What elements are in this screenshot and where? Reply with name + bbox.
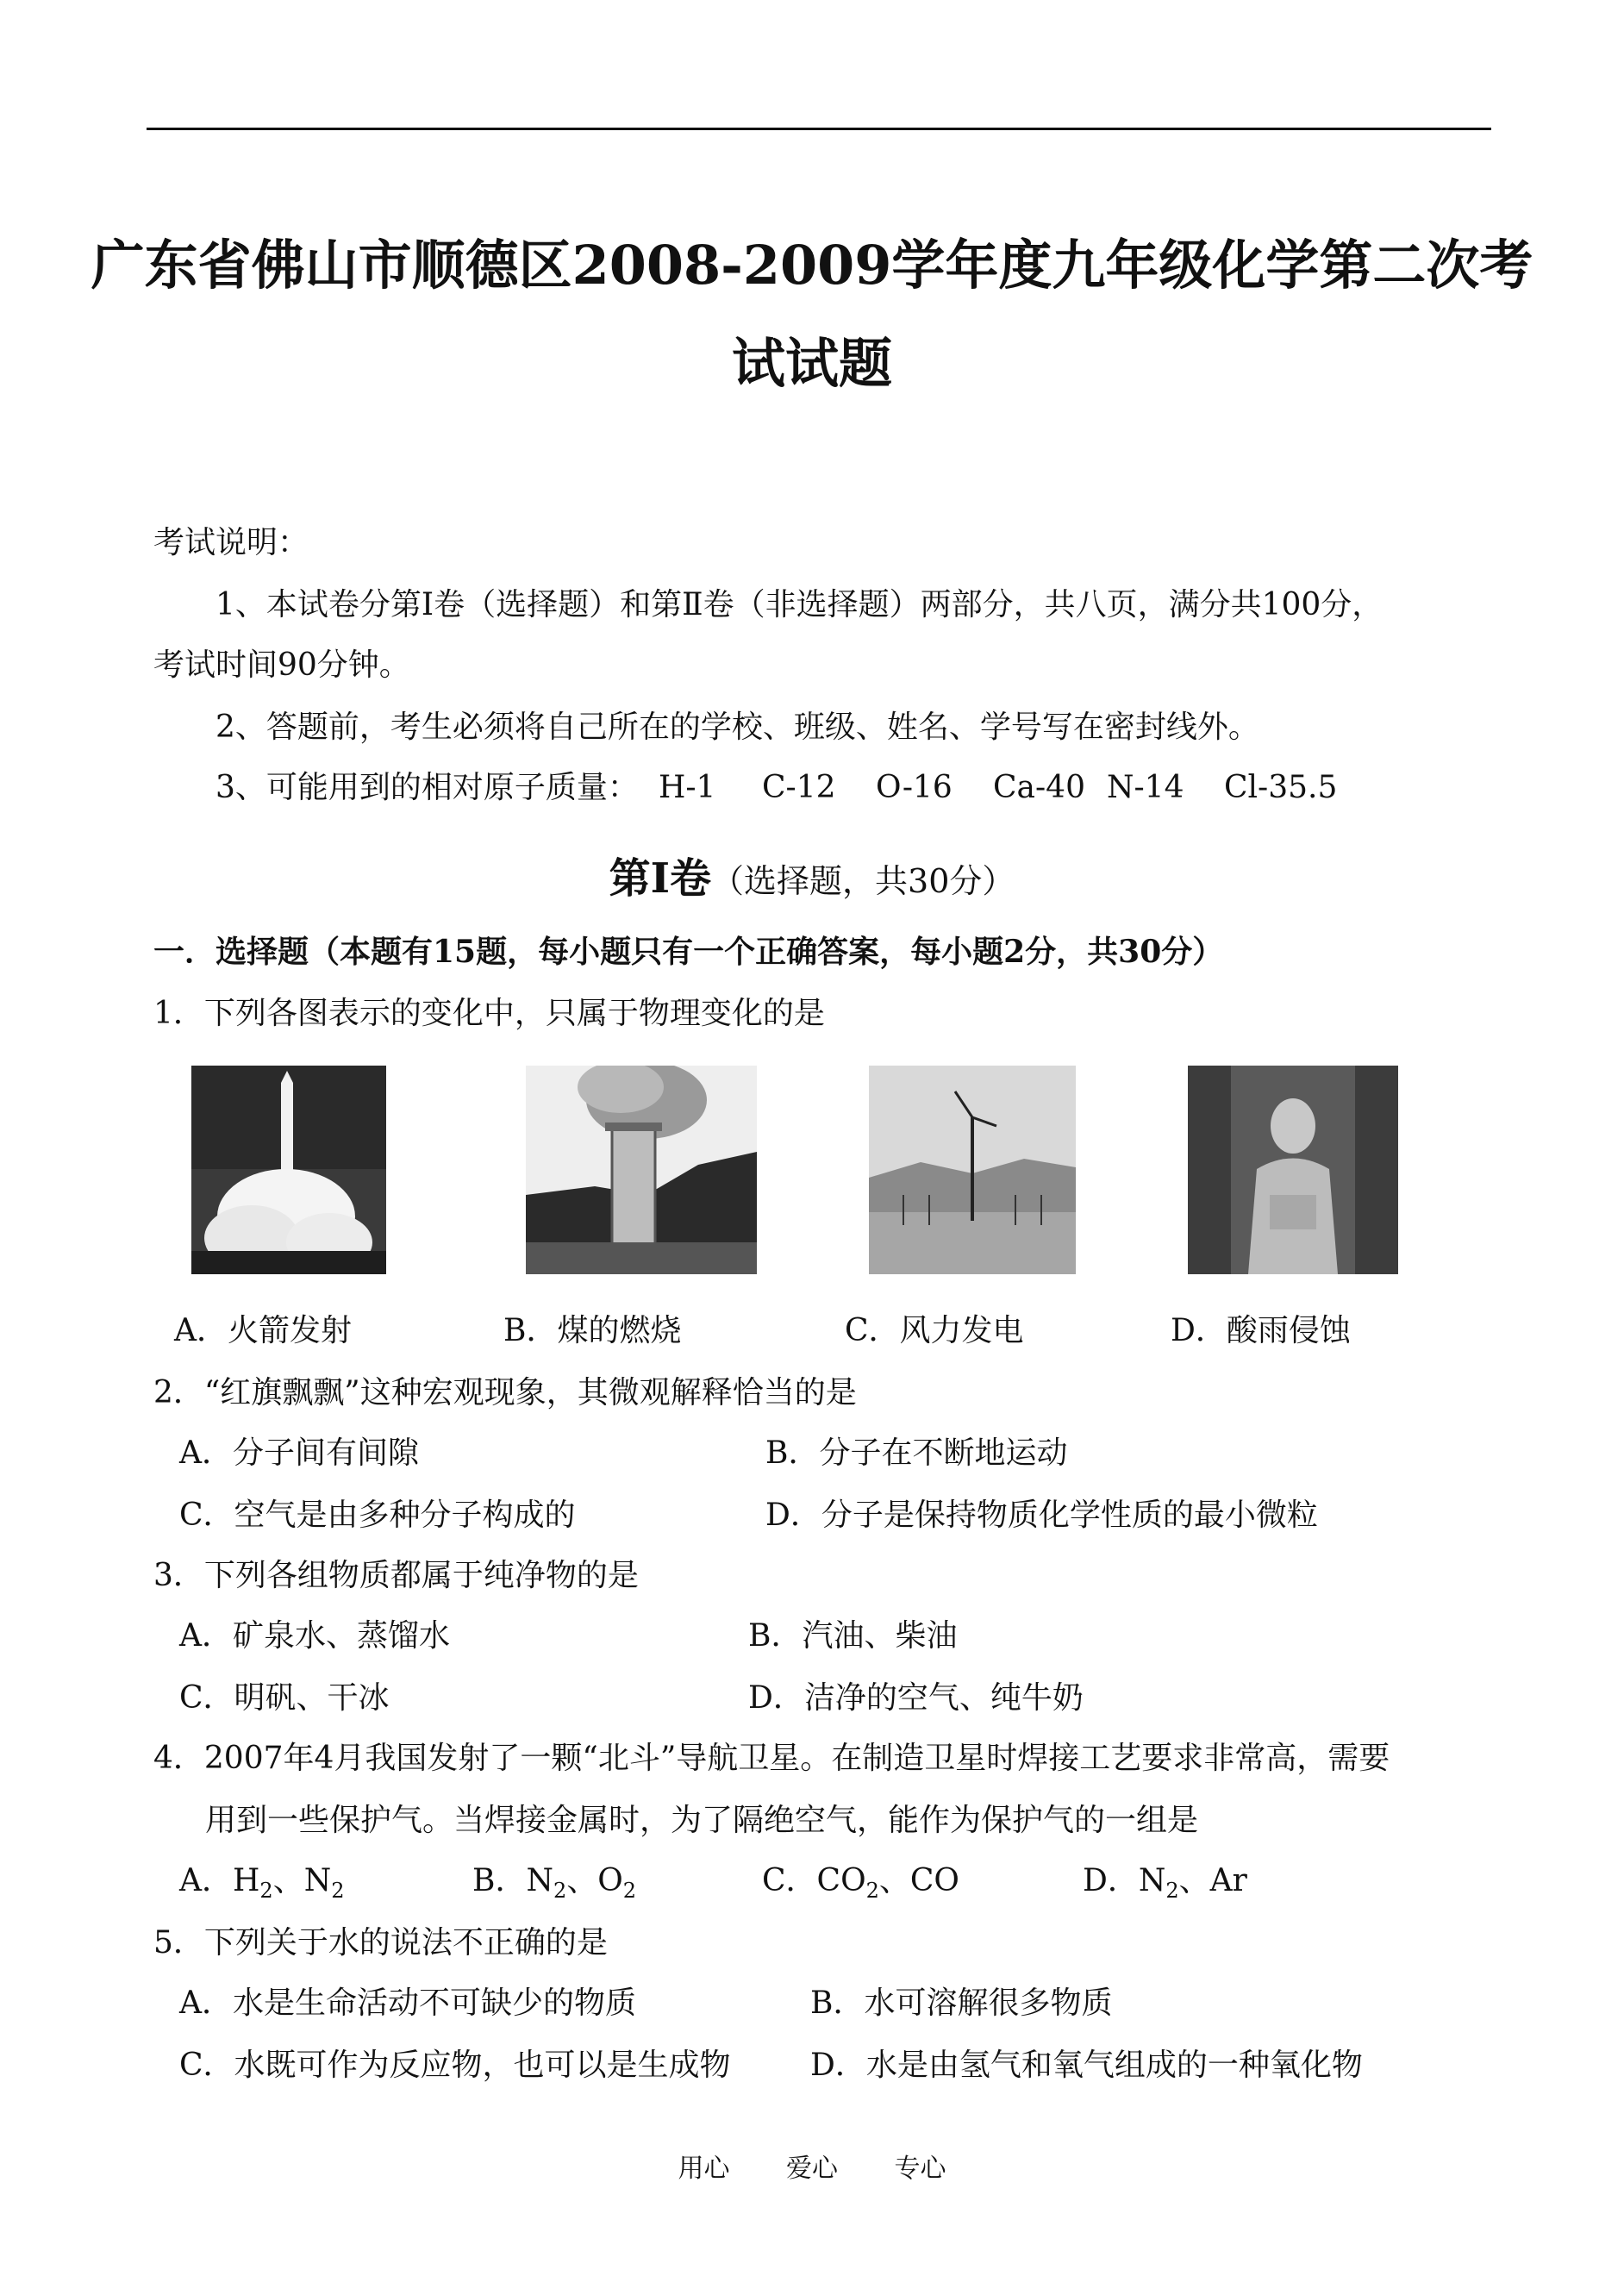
option-a-sub2: 2 xyxy=(331,1879,345,1904)
option-d-mid: 、Ar xyxy=(1178,1863,1247,1898)
rocket-launch-photo xyxy=(191,1066,386,1274)
option-a-label: A．H xyxy=(179,1863,260,1898)
question-2-option-b: B．分子在不断地运动 xyxy=(765,1435,1068,1471)
option-c-mid: 、CO xyxy=(878,1863,959,1898)
page-footer xyxy=(0,2147,1624,2185)
question-4-stem-line1: 4．2007年4月我国发射了一颗“北斗”导航卫星。在制造卫星时焊接工艺要求非常高，需要 xyxy=(153,1741,1390,1776)
instruction-item-2: 2、答题前，考生必须将自己所在的学校、班级、姓名、学号写在密封线外。 xyxy=(215,710,1259,745)
option-d-label: D．N xyxy=(1083,1863,1166,1898)
question-2-option-d: D．分子是保持物质化学性质的最小微粒 xyxy=(765,1498,1318,1533)
option-c-label: C．CO xyxy=(762,1863,866,1898)
instruction-item-3 xyxy=(215,772,639,804)
footer-word-2: 爱心 xyxy=(786,2154,838,2184)
question-1-option-a: A．火箭发射 xyxy=(174,1313,352,1348)
wind-turbine-photo xyxy=(869,1066,1076,1274)
question-4-option-d xyxy=(1083,1863,1247,1904)
atomic-mass-n: N-14 xyxy=(1107,770,1184,805)
question-4-stem-line2: 用到一些保护气。当焊接金属时，为了隔绝空气，能作为保护气的一组是 xyxy=(205,1803,1199,1838)
instruction-item-3-prefix: 3、可能用到的相对原子质量： xyxy=(215,770,639,805)
question-3-stem: 3．下列各组物质都属于纯净物的是 xyxy=(153,1558,639,1593)
instruction-item-1-line1: 1、本试卷分第Ⅰ卷（选择题）和第Ⅱ卷（非选择题）两部分，共八页，满分共100分， xyxy=(215,587,1384,622)
option-c-sub1: 2 xyxy=(865,1879,879,1904)
question-5-option-b: B．水可溶解很多物质 xyxy=(810,1985,1113,2021)
question-1-option-b: B．煤的燃烧 xyxy=(503,1313,682,1348)
question-4-option-c xyxy=(762,1863,959,1904)
option-b-mid: 、O xyxy=(566,1863,623,1898)
option-b-label: B．N xyxy=(472,1863,553,1898)
question-3-option-b: B．汽油、柴油 xyxy=(748,1618,958,1654)
question-1-option-d: D．酸雨侵蚀 xyxy=(1171,1313,1351,1348)
question-2-stem: 2．“红旗飘飘”这种宏观现象，其微观解释恰当的是 xyxy=(153,1375,857,1410)
section-title-sub: （选择题，共30分） xyxy=(711,862,1015,900)
section-title-main: 第Ⅰ卷 xyxy=(609,854,712,903)
atomic-mass-c: C-12 xyxy=(762,770,836,805)
top-rule xyxy=(147,128,1491,130)
footer-word-3: 专心 xyxy=(894,2154,946,2184)
question-5-option-d: D．水是由氢气和氧气组成的一种氧化物 xyxy=(810,2048,1363,2083)
question-2-option-a: A．分子间有间隙 xyxy=(179,1435,419,1471)
footer-word-1: 用心 xyxy=(678,2154,730,2184)
section-title xyxy=(0,845,1624,904)
question-3-option-d: D．洁净的空气、纯牛奶 xyxy=(748,1680,1084,1716)
question-5-option-c: C．水既可作为反应物，也可以是生成物 xyxy=(179,2048,731,2083)
atomic-mass-o: O-16 xyxy=(876,770,953,805)
option-a-mid: 、N xyxy=(272,1863,332,1898)
document-title-line2: 试试题 xyxy=(731,332,892,395)
stone-buddha-photo xyxy=(1188,1066,1398,1274)
question-4-option-b xyxy=(472,1863,637,1904)
option-b-sub2: 2 xyxy=(622,1879,637,1904)
atomic-mass-cl: Cl-35.5 xyxy=(1224,770,1338,805)
atomic-mass-ca: Ca-40 xyxy=(993,770,1085,805)
instruction-item-1-line2: 考试时间90分钟。 xyxy=(153,647,410,683)
question-4-option-a xyxy=(179,1863,345,1904)
question-3-option-a: A．矿泉水、蒸馏水 xyxy=(179,1618,450,1654)
question-5-option-a: A．水是生命活动不可缺少的物质 xyxy=(179,1985,636,2021)
option-d-sub1: 2 xyxy=(1165,1879,1179,1904)
document-title-line1: 广东省佛山市顺德区2008-2009学年度九年级化学第二次考 xyxy=(91,234,1533,297)
atomic-mass-h: H-1 xyxy=(659,770,716,805)
question-3-option-c: C．明矾、干冰 xyxy=(179,1680,390,1716)
option-a-sub1: 2 xyxy=(259,1879,273,1904)
instructions-heading: 考试说明： xyxy=(153,525,309,560)
smokestack-photo xyxy=(526,1066,757,1274)
question-1-option-c: C．风力发电 xyxy=(845,1313,1024,1348)
option-b-sub1: 2 xyxy=(553,1879,567,1904)
question-2-option-c: C．空气是由多种分子构成的 xyxy=(179,1498,576,1533)
part-heading: 一．选择题（本题有15题，每小题只有一个正确答案，每小题2分，共30分） xyxy=(153,934,1224,970)
question-1-stem: 1．下列各图表示的变化中，只属于物理变化的是 xyxy=(153,996,825,1031)
question-5-stem: 5．下列关于水的说法不正确的是 xyxy=(153,1925,608,1960)
